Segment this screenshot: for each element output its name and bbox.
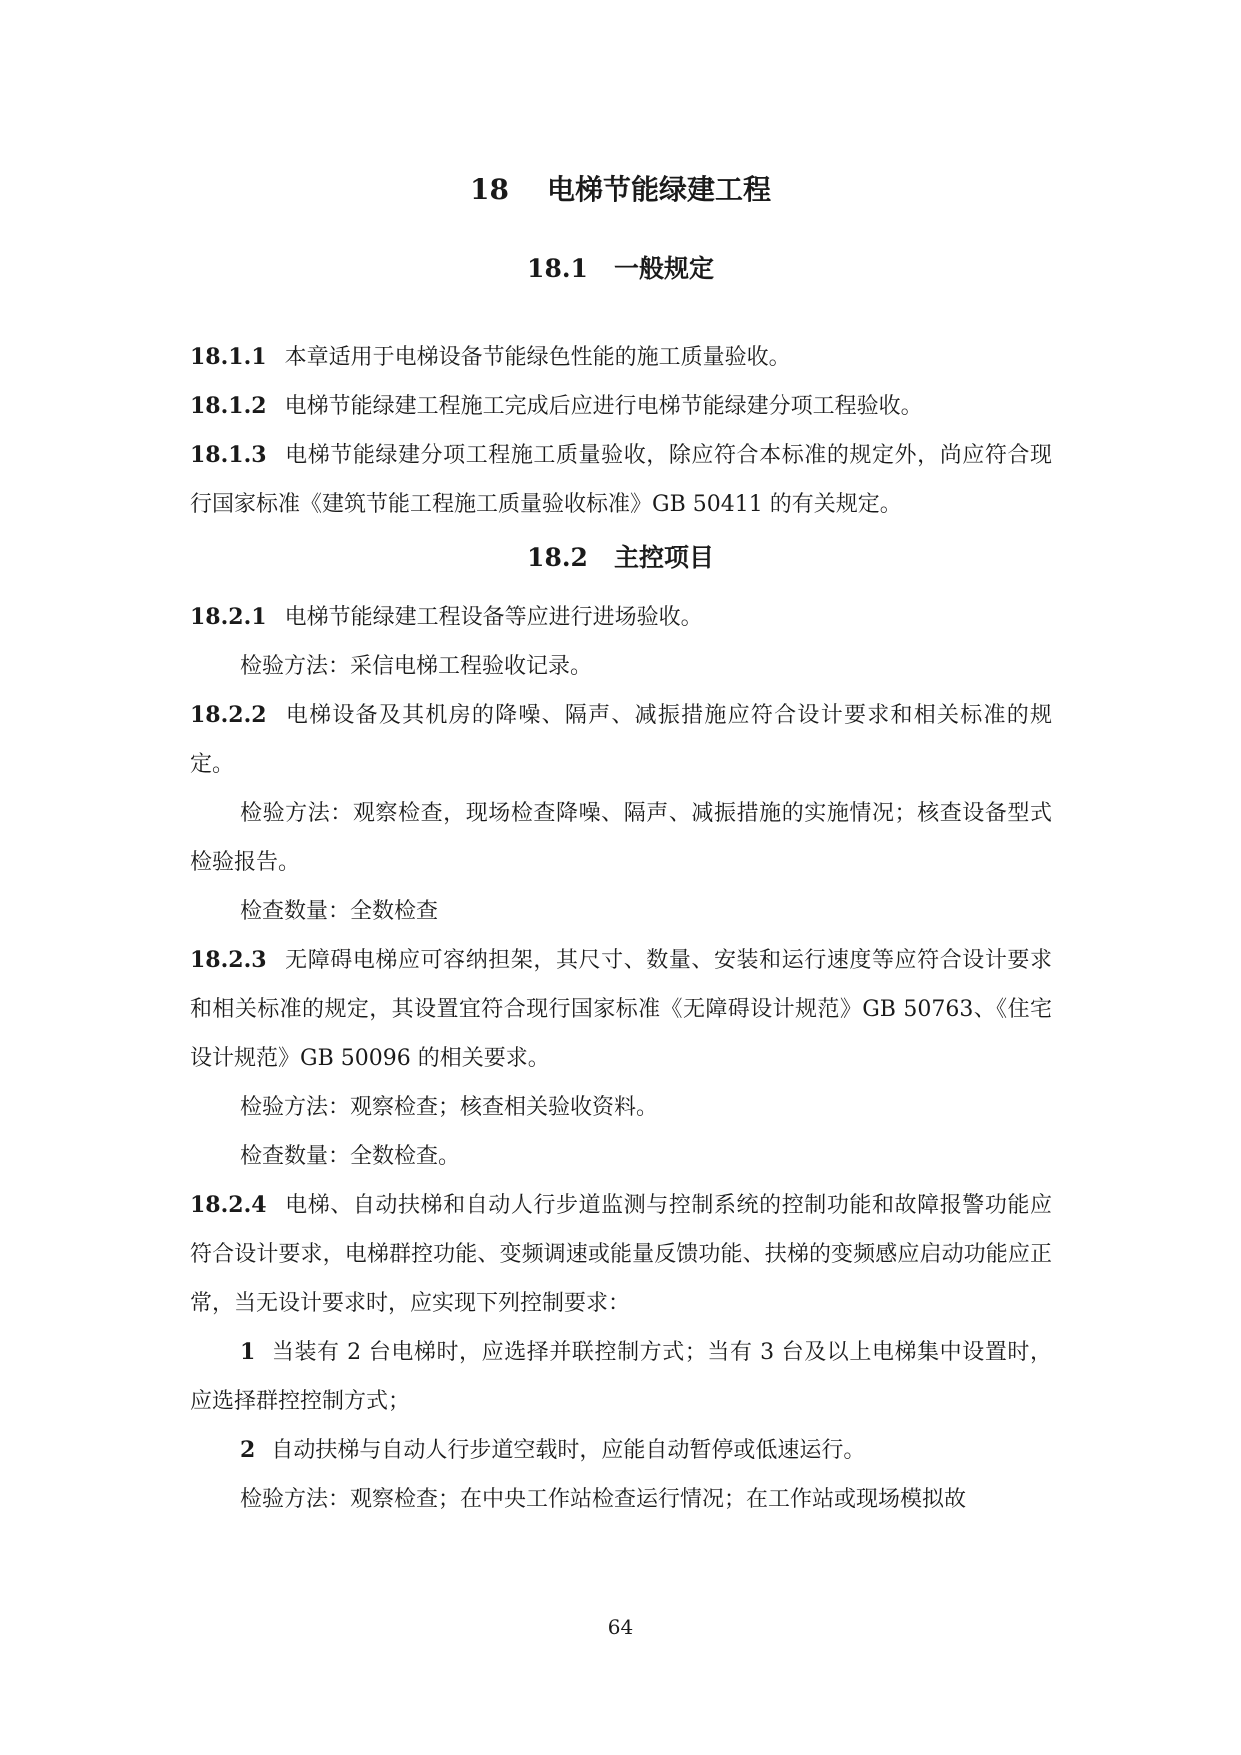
inspection-method: 检验方法：观察检查；在中央工作站检查运行情况；在工作站或现场模拟故: [240, 1487, 967, 1512]
clause-18-2-3: [190, 936, 1052, 1083]
clause-text: 电梯节能绿建分项工程施工质量验收，除应符合本标准的规定外，尚应符合现行国家标准《建筑节能工程施工质量验收标准》GB 50411 的有关规定。: [190, 443, 1052, 517]
clause-text: 电梯节能绿建工程设备等应进行进场验收。: [284, 605, 703, 630]
section-title: 一般规定: [613, 254, 714, 283]
item-number: 1: [240, 1339, 256, 1365]
clause-text: 无障碍电梯应可容纳担架，其尺寸、数量、安装和运行速度等应符合设计要求和相关标准的规定，其设置宜符合现行国家标准《无障碍设计规范》GB 50763、《住宅设计规范》GB 50096 的相关要求。: [190, 948, 1052, 1071]
clause-text: 电梯、自动扶梯和自动人行步道监测与控制系统的控制功能和故障报警功能应符合设计要求，电梯群控功能、变频调速或能量反馈功能、扶梯的变频感应启动功能应正常，当无设计要求时，应实现下列控制要求：: [190, 1193, 1052, 1316]
section-body-18-2: [190, 593, 1052, 1524]
clause-text: 电梯节能绿建工程施工完成后应进行电梯节能绿建分项工程验收。: [284, 394, 923, 419]
clause-number: 18.2.4: [190, 1192, 267, 1218]
chapter-title: 电梯节能绿建工程: [546, 173, 771, 206]
clause-18-1-1: [190, 333, 1052, 382]
page-number: 64: [607, 1615, 634, 1639]
section-heading-18-2: [0, 538, 1241, 578]
inspection-method: 检验方法：采信电梯工程验收记录。: [240, 654, 593, 679]
clause-text: 本章适用于电梯设备节能绿色性能的施工质量验收。: [284, 345, 791, 370]
clause-18-1-2: [190, 382, 1052, 431]
list-item: [190, 1426, 1052, 1475]
section-body-18-1: [190, 333, 1052, 529]
clause-18-2-1: [190, 593, 1052, 642]
clause-number: 18.1.3: [190, 442, 267, 468]
clause-text: 电梯设备及其机房的降噪、隔声、减振措施应符合设计要求和相关标准的规定。: [190, 703, 1052, 777]
chapter-heading: [0, 168, 1241, 212]
item-number: 2: [240, 1437, 256, 1463]
clause-number: 18.2.2: [190, 702, 267, 728]
clause-18-2-4: [190, 1181, 1052, 1328]
clause-number: 18.1.2: [190, 393, 267, 419]
section-number: 18.1: [527, 254, 588, 283]
item-text: 当装有 2 台电梯时，应选择并联控制方式；当有 3 台及以上电梯集中设置时，应选择群控控制方式；: [190, 1340, 1052, 1414]
item-text: 自动扶梯与自动人行步道空载时，应能自动暂停或低速运行。: [271, 1438, 866, 1463]
section-number: 18.2: [527, 543, 588, 572]
clause-18-1-3: [190, 431, 1052, 529]
chapter-number: 18: [470, 173, 509, 206]
inspection-method: 检验方法：观察检查，现场检查降噪、隔声、减振措施的实施情况；核查设备型式检验报告。: [190, 801, 1052, 875]
clause-number: 18.2.1: [190, 604, 267, 630]
clause-number: 18.1.1: [190, 344, 267, 370]
section-title: 主控项目: [613, 543, 714, 572]
list-item: [190, 1328, 1052, 1426]
section-heading-18-1: [0, 249, 1241, 289]
inspection-method: 检验方法：观察检查；核查相关验收资料。: [240, 1095, 659, 1120]
clause-number: 18.2.3: [190, 947, 267, 973]
clause-18-2-2: [190, 691, 1052, 789]
inspection-quantity: 检查数量：全数检查。: [240, 1144, 461, 1169]
inspection-quantity: 检查数量：全数检查: [240, 899, 439, 924]
